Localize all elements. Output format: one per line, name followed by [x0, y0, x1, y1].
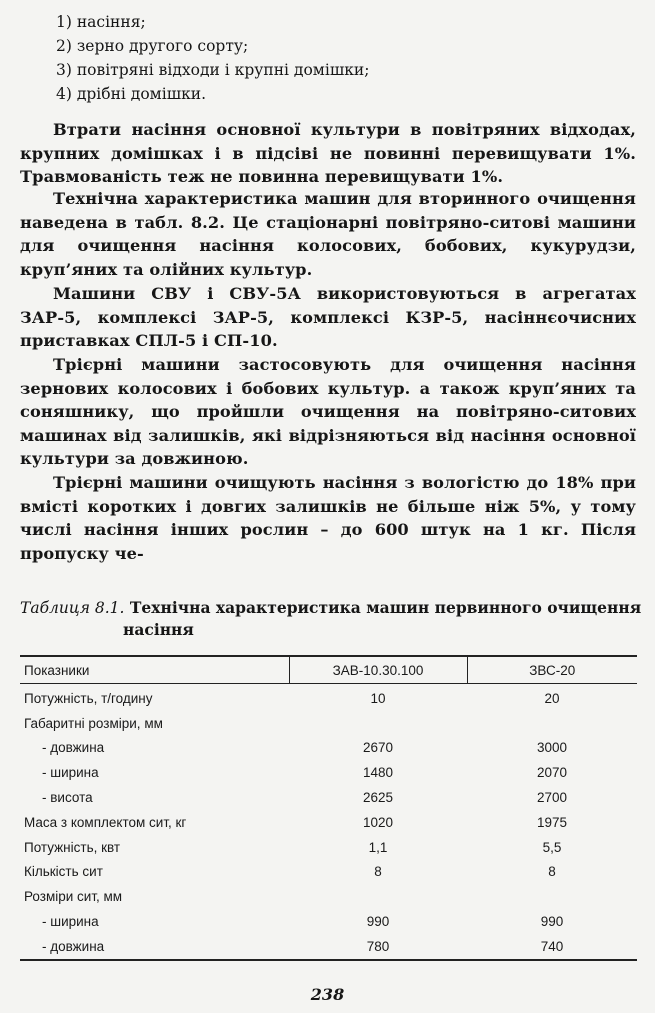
page-number: 238 [310, 985, 345, 1004]
list-item: 3) повітряні відходи і крупні домішки; [56, 61, 370, 79]
column-header: Показники [20, 656, 289, 684]
row-label: Потужність, т/годину [24, 690, 153, 706]
zav-value: 1020 [362, 814, 394, 830]
table-row [20, 711, 637, 736]
row-label: Потужність, квт [24, 839, 121, 855]
paragraph-losses: Втрати насіння основної культури в повітряних відходах, крупних домішках і в підсіві не повинні перевищувати 1%. Травмованість теж не повинна перевищувати 1%. [20, 120, 636, 186]
zvs-value: 2700 [536, 790, 568, 806]
zav-value: 1,1 [368, 839, 388, 855]
row-label: - висота [42, 790, 93, 806]
list-item: 1) насіння; [56, 13, 146, 31]
zvs-value: 740 [540, 938, 564, 954]
zvs-value: 3000 [536, 740, 568, 756]
table-row [20, 736, 637, 761]
column-header: ЗАВ-10.30.100 [289, 656, 467, 684]
zav-value [289, 884, 467, 909]
table-caption-title-cont: насіння [123, 620, 194, 639]
table-row [20, 835, 637, 860]
zvs-value: 20 [544, 690, 560, 706]
table-row [20, 760, 637, 785]
table-caption-title: Технічна характеристика машин первинного очищення [129, 598, 642, 617]
row-label: - довжина [42, 938, 105, 954]
paragraph-svu-machines: Машини СВУ і СВУ-5А використовуються в агрегатах ЗАР-5, комплексі ЗАР-5, комплексі КЗР-5, насіннєочисних приставках СПЛ-5 і СП-10. [20, 284, 636, 350]
row-label: - ширина [42, 914, 99, 930]
row-label: Габаритні розміри, мм [24, 715, 163, 731]
zav-value: 990 [366, 914, 390, 930]
list-item: 2) зерно другого сорту; [56, 37, 249, 55]
zav-value: 2625 [362, 790, 394, 806]
table-caption [20, 597, 645, 641]
row-label: Розміри сит, мм [24, 889, 123, 905]
paragraph-trier-machines: Трієрні машини застосовують для очищення насіння зернових колосових і бобових культур. а також круп’яних та соняшнику, що пройшли очищення на повітряно-ситових машинах від залишків, які відрізняються від насіння основної культури за довжиною. [20, 355, 636, 468]
zav-value: 2670 [362, 740, 394, 756]
table-row [20, 860, 637, 885]
row-label: Кількість сит [24, 864, 103, 880]
machine-spec-table [20, 655, 637, 961]
zav-value: 10 [370, 690, 386, 706]
zvs-value [467, 711, 637, 736]
table-row [20, 684, 637, 711]
table-header-row [20, 656, 637, 684]
zvs-value [467, 884, 637, 909]
zvs-value: 2070 [536, 765, 568, 781]
table-caption-label: Таблиця 8.1. [20, 599, 125, 617]
list-item: 4) дрібні домішки. [56, 85, 207, 103]
table-row [20, 909, 637, 934]
numbered-list [56, 10, 369, 106]
column-header: ЗВС-20 [529, 662, 576, 678]
zav-value [289, 711, 467, 736]
zav-value: 8 [374, 864, 382, 880]
row-label: Маса з комплектом сит, кг [24, 814, 187, 830]
row-label: - довжина [42, 740, 105, 756]
table-row [20, 934, 637, 960]
zvs-value: 1975 [536, 814, 568, 830]
zav-value: 1480 [362, 765, 394, 781]
row-label: - ширина [42, 765, 99, 781]
zvs-value: 5,5 [542, 839, 562, 855]
table-row [20, 884, 637, 909]
zvs-value: 990 [540, 914, 564, 930]
table-row [20, 810, 637, 835]
table-row [20, 785, 637, 810]
zav-value: 780 [366, 938, 390, 954]
paragraph-trier-cleaning: Трієрні машини очищують насіння з вологістю до 18% при вмісті коротких і довгих залишків не більше ніж 5%, у тому числі насіння інших рослин – до 600 штук на 1 кг. Після пропуску че- [20, 473, 636, 563]
zvs-value: 8 [548, 864, 556, 880]
paragraph-tech-spec: Технічна характеристика машин для вторинного очищення наведена в табл. 8.2. Це стаціонарні повітряно-ситові машини для очищення насіння колосових, бобових, кукурудзи, круп’яних та олійних культур. [20, 189, 636, 279]
